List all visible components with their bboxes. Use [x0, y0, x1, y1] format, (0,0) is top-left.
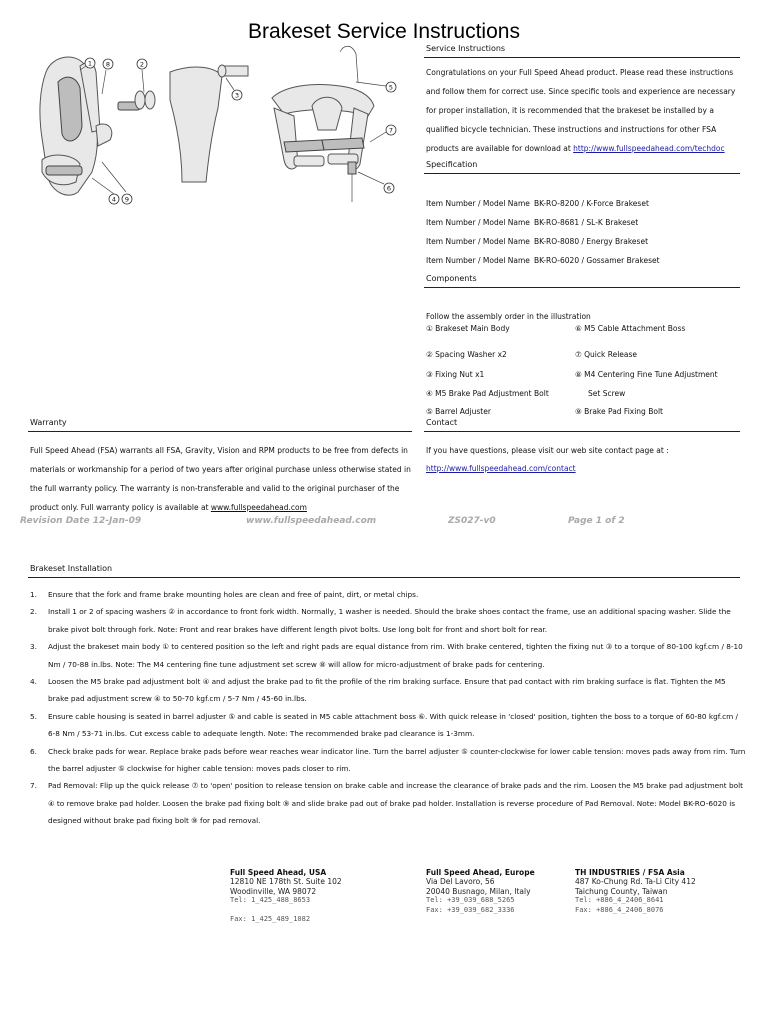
- address-name: Full Speed Ahead, Europe: [426, 868, 535, 877]
- callout-6: [358, 172, 394, 193]
- service-paragraph: [426, 63, 740, 158]
- spec-value: BK-RO-8200 / K-Force Brakeset: [534, 199, 649, 208]
- address-line: 20040 Busnago, Milan, Italy: [426, 886, 531, 896]
- component-item: ⑥ M5 Cable Attachment Boss: [575, 324, 686, 333]
- installation-step: [30, 743, 746, 778]
- callout-7: [370, 125, 396, 142]
- component-item: ① Brakeset Main Body: [426, 324, 510, 333]
- installation-steps: [30, 586, 746, 830]
- spec-value: BK-RO-8080 / Energy Brakeset: [534, 237, 649, 246]
- address-fax: Fax: +886_4_2406_8076: [575, 905, 664, 914]
- installation-step: [30, 603, 746, 638]
- divider: [28, 577, 740, 578]
- divider: [424, 431, 740, 432]
- address-europe: [426, 868, 535, 915]
- address-name: TH INDUSTRIES / FSA Asia: [575, 868, 685, 877]
- step-text: Ensure cable housing is seated in barrel adjuster ⑤ and cable is seated in M5 cable attachment boss ⑥. With quick release in 'closed' position, tighten the boss to a torque of 60-80 kgf.cm / 6-8 Nm / 53-71 in.lbs. Cut excess cable to adequate length. Note: The recommended brake pad clearance is 1-3mm.: [48, 711, 738, 739]
- footer-code: ZS027-v0: [448, 516, 496, 526]
- spec-row: [426, 218, 638, 227]
- component-item: Set Screw: [588, 389, 626, 398]
- service-body: Congratulations on your Full Speed Ahead product. Please read these instructions and follow them for correct use. Since specific tools and experience are necessary for proper installation, it is recommended that the brakeset be installed by a qualified bicycle technician. These instructions and instructions for other FSA products are available for download at: [426, 68, 736, 153]
- components-heading: Components: [426, 274, 477, 283]
- spec-row: [426, 256, 660, 265]
- installation-step: [30, 777, 746, 829]
- callout-3: [226, 78, 242, 100]
- step-text: Ensure that the fork and frame brake mounting holes are clean and free of paint, dirt, or metal chips.: [48, 590, 419, 599]
- address-fax: Fax: 1_425_489_1082: [230, 914, 311, 923]
- spec-value: BK-RO-8681 / SL-K Brakeset: [534, 218, 639, 227]
- address-line: Taichung County, Taiwan: [575, 886, 668, 896]
- svg-text:6: 6: [386, 184, 392, 193]
- divider: [424, 287, 740, 288]
- spec-label: Item Number / Model Name: [426, 237, 530, 246]
- svg-text:9: 9: [124, 195, 130, 204]
- address-line: 487 Ko-Chung Rd. Ta-Li City 412: [575, 877, 696, 887]
- svg-text:2: 2: [139, 60, 145, 69]
- installation-step: [30, 708, 746, 743]
- step-text: Adjust the brakeset main body ① to centered position so the left and right pads are equal distance from rim. With brake centered, tighten the fixing nut ③ to a torque of 80-100 kgf.cm / 8-10 Nm / 70-88 in.lbs. Note: The M4 centering fine tune adjustment set screw ⑧ will allow for micro-adjustment of brake pads for centering.: [48, 642, 743, 669]
- callout-8: [102, 59, 113, 94]
- techdoc-link[interactable]: http://www.fullspeedahead.com/techdoc: [573, 144, 725, 153]
- warranty-heading: Warranty: [30, 418, 67, 427]
- spec-label: Item Number / Model Name: [426, 199, 530, 208]
- step-text: Loosen the M5 brake pad adjustment bolt ④ and adjust the brake pad to fit the profile of the rim braking surface. Ensure that pad contact with rim braking surface is flat. Tighten the M5 brake pad adjustment screw ④ to 50-70 kgf.cm / 5-7 Nm / 45-60 in.lbs.: [48, 677, 726, 704]
- step-number: 7.: [30, 781, 37, 791]
- divider: [424, 57, 740, 58]
- warranty-link[interactable]: www.fullspeedahead.com: [210, 503, 307, 512]
- component-item: ④ M5 Brake Pad Adjustment Bolt: [426, 389, 549, 398]
- installation-step: [30, 586, 746, 603]
- components-intro: Follow the assembly order in the illustration: [426, 312, 591, 321]
- step-number: 4.: [30, 677, 37, 687]
- divider: [28, 431, 412, 432]
- warranty-paragraph: [30, 441, 412, 517]
- svg-text:8: 8: [105, 60, 111, 69]
- installation-heading: Brakeset Installation: [30, 564, 113, 573]
- address-fax: Fax: +39_039_682_3336: [426, 905, 515, 914]
- warranty-body: Full Speed Ahead (FSA) warrants all FSA, Gravity, Vision and RPM products to be free from defects in materials or workmanship for a period of two years after original purchase unless otherwise stated in the full warranty policy. The warranty is non-transferable and valid to the original purchaser of the product only. Full warranty policy is available at: [30, 446, 411, 512]
- address-line: 12810 NE 178th St. Suite 102: [230, 877, 342, 887]
- spec-label: Item Number / Model Name: [426, 218, 530, 227]
- divider: [424, 173, 740, 174]
- footer-site: www.fullspeedahead.com: [246, 516, 377, 526]
- brake-diagram: [22, 42, 420, 218]
- step-text: Check brake pads for wear. Replace brake pads before wear reaches wear indicator line. Turn the barrel adjuster ⑤ counter-clockwise for lower cable tension: moves pads away from rim. Turn the barrel adjuster ⑤ clockwise for higher cable tension: moves pads closer to rim.: [48, 746, 746, 774]
- contact-heading: Contact: [426, 418, 458, 427]
- brake-assembled-illustration: [272, 46, 374, 202]
- address-name: Full Speed Ahead, USA: [230, 868, 327, 877]
- installation-step: [30, 673, 746, 708]
- callout-2: [137, 59, 147, 92]
- address-line: Woodinville, WA 98072: [230, 886, 317, 896]
- brake-exploded-illustration: [40, 57, 248, 195]
- svg-text:5: 5: [388, 83, 394, 92]
- installation-step: [30, 638, 746, 673]
- callout-5: [356, 82, 396, 92]
- callout-4: [92, 178, 119, 204]
- component-item: ⑦ Quick Release: [575, 350, 638, 359]
- address-tel: Tel: 1_425_488_8653: [230, 896, 311, 905]
- step-text: Pad Removal: Flip up the quick release ⑦ to 'open' position to release tension on brake cable and increase the clearance of brake pads and the rim. Loosen the M5 brake pad adjustment bolt ④ to remove brake pad holder. Loosen the brake pad fixing bolt ⑨ and slide brake pad out of brake pad holder. Installation is reverse procedure of Pad Removal. Note: Model BK-RO-6020 is designed without brake pad fixing bolt ⑨ for pad removal.: [48, 781, 743, 826]
- footer-page: Page 1 of 2: [568, 516, 625, 526]
- component-item: ⑨ Brake Pad Fixing Bolt: [575, 407, 663, 416]
- svg-text:4: 4: [111, 195, 117, 204]
- svg-text:3: 3: [234, 91, 240, 100]
- footer-revision: Revision Date 12-Jan-09: [20, 516, 142, 526]
- spec-label: Item Number / Model Name: [426, 256, 530, 265]
- svg-text:1: 1: [87, 59, 93, 68]
- step-number: 6.: [30, 746, 37, 756]
- component-item: ⑤ Barrel Adjuster: [426, 407, 491, 416]
- address-line: Via Del Lavoro, 56: [426, 877, 495, 887]
- address-tel: Tel: +39_039_688_5265: [426, 896, 515, 905]
- contact-link[interactable]: http://www.fullspeedahead.com/contact: [426, 464, 576, 473]
- spec-row: [426, 199, 649, 208]
- service-heading: Service Instructions: [426, 44, 506, 53]
- address-asia: [575, 868, 696, 915]
- component-item: ③ Fixing Nut x1: [426, 370, 485, 379]
- page-title: Brakeset Service Instructions: [248, 20, 520, 43]
- step-number: 2.: [30, 607, 37, 617]
- svg-text:7: 7: [388, 126, 394, 135]
- spec-value: BK-RO-6020 / Gossamer Brakeset: [534, 256, 660, 265]
- component-item: ⑧ M4 Centering Fine Tune Adjustment: [575, 370, 718, 379]
- address-usa: [230, 868, 342, 924]
- contact-body: If you have questions, please visit our web site contact page at :: [426, 446, 669, 455]
- specification-heading: Specification: [426, 160, 478, 169]
- address-tel: Tel: +886_4_2406_8641: [575, 896, 664, 905]
- step-number: 5.: [30, 711, 37, 721]
- step-text: Install 1 or 2 of spacing washers ② in accordance to front fork width. Normally, 1 washer is needed. Should the brake shoes contact the frame, use an additional spacing washer. Slide the brake pivot bolt through fork. Note: Front and rear brakes have different length pivot bolts. Use long bolt for front and short bolt for rear.: [48, 607, 731, 634]
- step-number: 3.: [30, 642, 37, 652]
- component-item: ② Spacing Washer x2: [426, 350, 507, 359]
- step-number: 1.: [30, 590, 37, 599]
- spec-row: [426, 237, 648, 246]
